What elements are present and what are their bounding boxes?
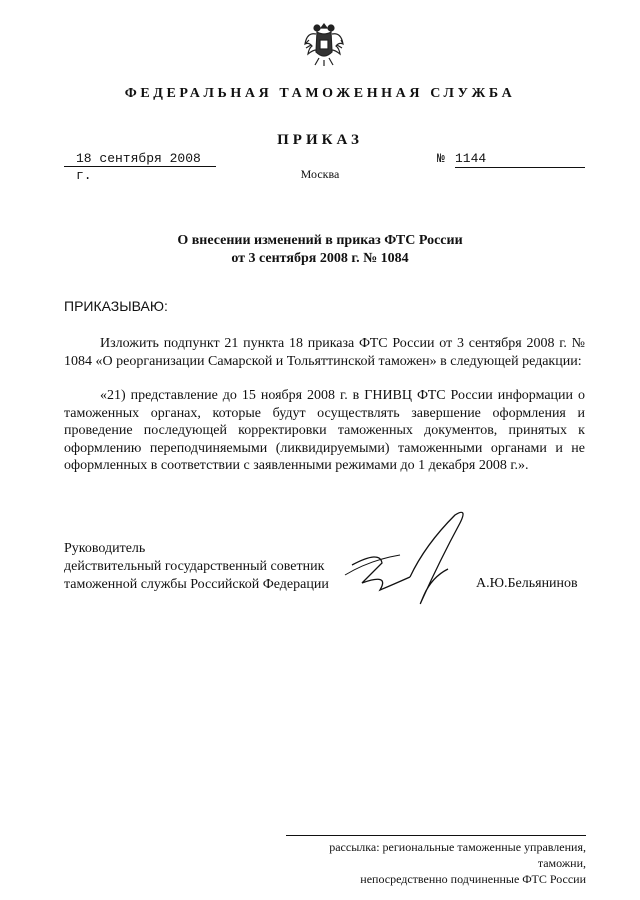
body-paragraph-1: Изложить подпункт 21 пункта 18 приказа ФТС России от 3 сентября 2008 г. № 1084 «О реорганизации Самарской и Тольяттинской таможен» в следующей редакции: <box>64 336 585 369</box>
double-headed-eagle-emblem-icon <box>303 18 345 68</box>
distribution-line-2: непосредственно подчиненные ФТС России <box>360 872 586 886</box>
signatory-title-line-2: действительный государственный советник <box>64 559 325 574</box>
document-type: ПРИКАЗ <box>277 132 363 148</box>
subject-line-1: О внесении изменений в приказ ФТС России <box>177 233 463 248</box>
command-heading: ПРИКАЗЫВАЮ: <box>64 298 168 314</box>
distribution-line-1: рассылка: региональные таможенные управления, таможни, <box>329 840 586 870</box>
agency-name: ФЕДЕРАЛЬНАЯ ТАМОЖЕННАЯ СЛУЖБА <box>124 86 516 101</box>
distribution-divider <box>286 835 586 836</box>
order-number-prefix: № <box>437 151 445 166</box>
body-paragraph-2: «21) представление до 15 ноября 2008 г. в ГНИВЦ ФТС России информации о таможенных органах, которые будут осуществлять завершение оформления и проведение последующей корректировки таможенных документов, принятых к оформлению переподчиняемыми (ликвидируемыми) таможенными органами и не оформленных в соответствии с заявленными режимами до 1 декабря 2008 г.». <box>64 388 585 473</box>
distribution-list <box>286 839 586 887</box>
signatory-title-line-1: Руководитель <box>64 541 146 556</box>
order-subject <box>0 232 640 268</box>
order-number: 1144 <box>455 150 585 168</box>
signatory-title <box>64 540 329 594</box>
order-date: 18 сентября 2008 г. <box>64 150 216 167</box>
signatory-title-line-3: таможенной службы Российской Федерации <box>64 577 329 592</box>
signatory-name: А.Ю.Бельянинов <box>476 576 578 591</box>
city: Москва <box>300 167 340 181</box>
subject-line-2: от 3 сентября 2008 г. № 1084 <box>231 251 409 266</box>
handwritten-signature-icon <box>340 505 490 610</box>
